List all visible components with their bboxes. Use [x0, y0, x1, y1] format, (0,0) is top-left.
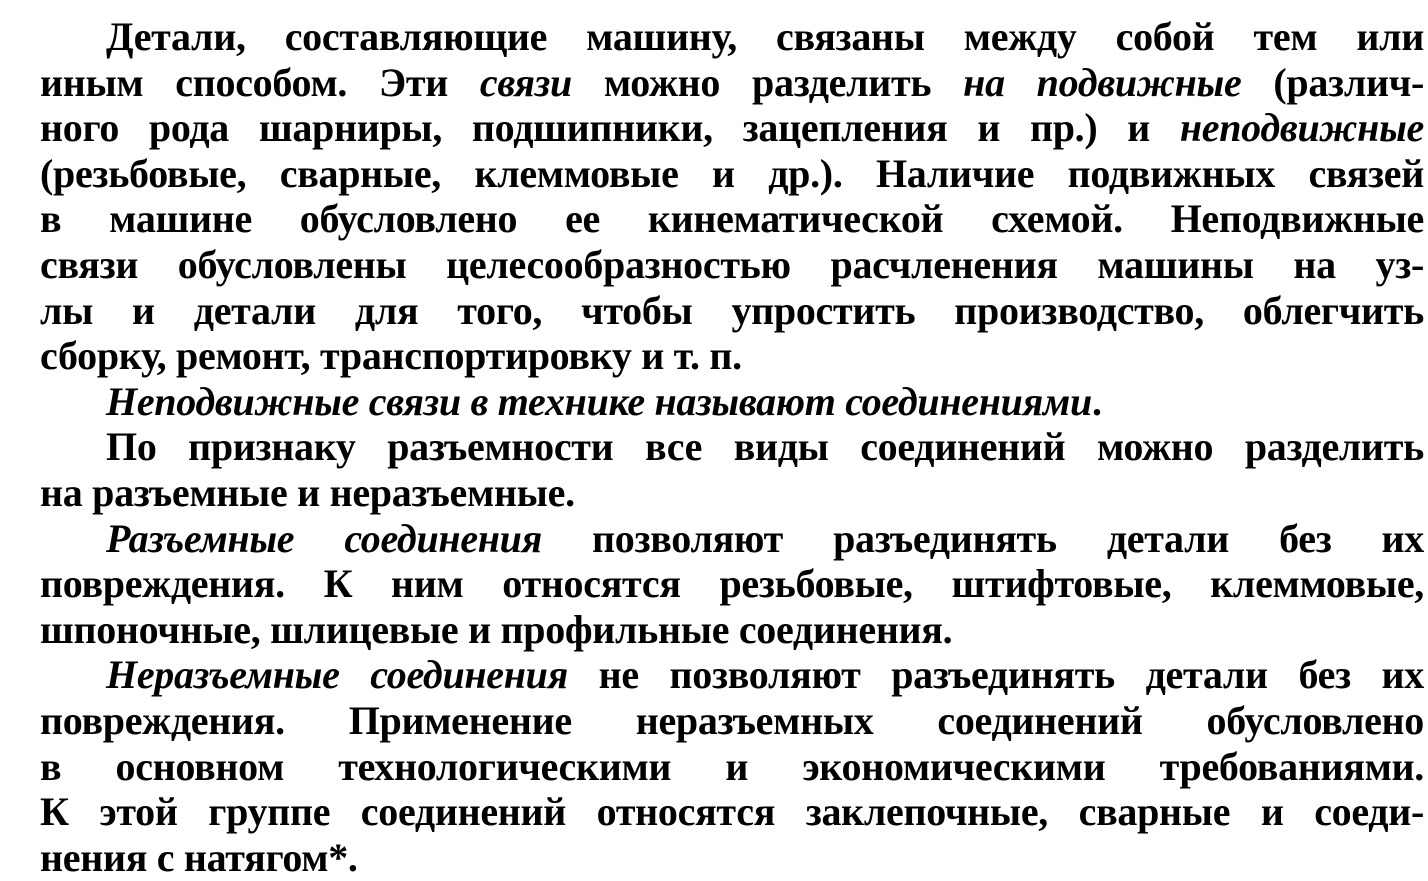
italic-term: неподвижные: [1179, 105, 1424, 151]
text-line: [40, 652, 1424, 698]
text-run: сборку, ремонт, транспортировку и т. п.: [40, 333, 742, 379]
document-page: [40, 14, 1424, 880]
text-run: не позволяют разъединять детали без их: [567, 652, 1425, 698]
text-run: связи обусловлены целесообразностью расчленения машины на уз-: [40, 241, 1424, 287]
text-line: [40, 835, 1424, 881]
italic-term: Неподвижные связи в технике называют соединениями: [106, 378, 1092, 424]
text-line: [40, 60, 1424, 106]
text-line: [40, 151, 1424, 197]
text-run: ного рода шарниры, подшипники, зацепления и пр.) и: [40, 105, 1180, 151]
text-line: [40, 789, 1424, 835]
text-run: лы и детали для того, чтобы упростить производство, облегчить: [40, 287, 1424, 333]
text-line: [40, 470, 1424, 516]
italic-term: на подвижные: [963, 59, 1242, 105]
text-run: в машине обусловлено ее кинематической схемой. Неподвижные: [40, 196, 1424, 242]
text-line: [40, 379, 1424, 425]
text-line: [40, 196, 1424, 242]
text-run: на разъемные и неразъемные.: [40, 469, 575, 515]
text-line: [40, 424, 1424, 470]
text-run: нения с натягом*.: [40, 834, 358, 880]
text-run: иным способом. Эти: [40, 59, 480, 105]
text-run: повреждения. Применение неразъемных соединений обусловлено: [40, 697, 1424, 743]
text-line: [40, 561, 1424, 607]
paragraph: [40, 652, 1424, 880]
text-line: [40, 698, 1424, 744]
text-line: [40, 516, 1424, 562]
text-run: шпоночные, шлицевые и профильные соединения.: [40, 606, 953, 652]
text-run: .: [1091, 378, 1102, 424]
text-line: [40, 607, 1424, 653]
italic-term: связи: [479, 59, 572, 105]
text-run: К этой группе соединений относятся заклепочные, сварные и соеди-: [40, 789, 1424, 835]
text-run: в основном технологическими и экономическими требованиями.: [40, 743, 1424, 789]
italic-term: Разъемные соединения: [106, 515, 542, 561]
text-run: (резьбовые, сварные, клеммовые и др.). Наличие подвижных связей: [40, 150, 1424, 196]
paragraph: [40, 424, 1424, 515]
text-run: можно разделить: [571, 59, 964, 105]
text-line: [40, 744, 1424, 790]
text-line: [40, 333, 1424, 379]
text-line: [40, 242, 1424, 288]
paragraph: [40, 14, 1424, 379]
text-run: По признаку разъемности все виды соединений можно разделить: [106, 424, 1424, 470]
text-line: [40, 14, 1424, 60]
text-line: [40, 105, 1424, 151]
text-line: [40, 288, 1424, 334]
paragraph: [40, 516, 1424, 653]
text-run: позволяют разъединять детали без их: [541, 515, 1424, 561]
text-run: (различ-: [1241, 59, 1424, 105]
text-run: Детали, составляющие машину, связаны между собой тем или: [106, 14, 1424, 59]
paragraph: [40, 379, 1424, 425]
text-run: повреждения. К ним относятся резьбовые, штифтовые, клеммовые,: [40, 561, 1424, 607]
italic-term: Неразъемные соединения: [106, 652, 568, 698]
